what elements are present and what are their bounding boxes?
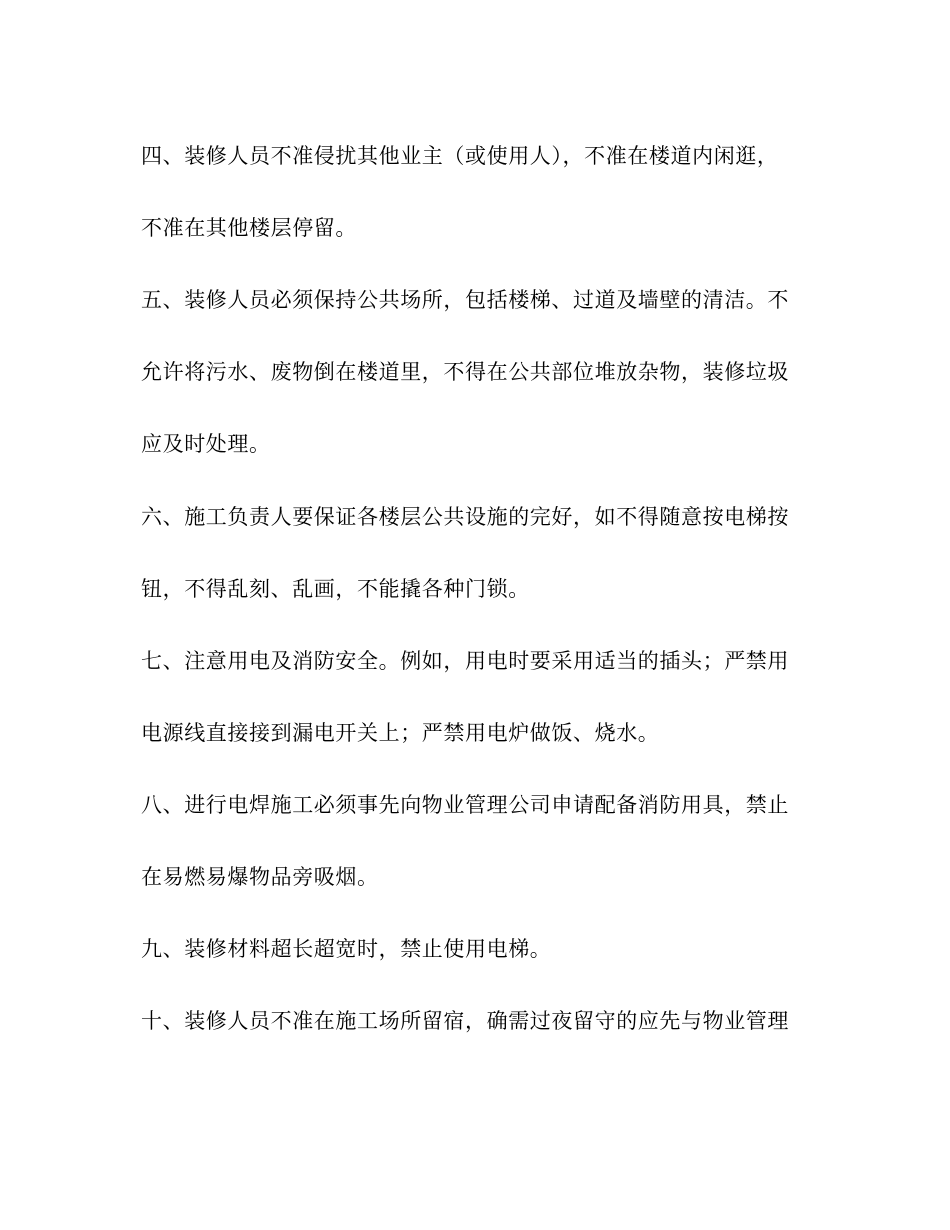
text-line-rule-5-part-1: 五、装修人员必须保持公共场所，包括楼梯、过道及墙壁的清洁。不	[141, 288, 789, 312]
text-line-rule-8-part-1: 八、进行电焊施工必须事先向物业管理公司申请配备消防用具，禁止	[141, 793, 789, 817]
text-line-rule-6-part-1: 六、施工负责人要保证各楼层公共设施的完好，如不得随意按电梯按	[141, 505, 789, 529]
text-line-rule-9: 九、装修材料超长超宽时，禁止使用电梯。	[141, 937, 552, 961]
text-line-rule-4-part-2: 不准在其他楼层停留。	[141, 216, 357, 240]
text-line-rule-6-part-2: 钮，不得乱刻、乱画，不能撬各种门锁。	[141, 577, 530, 601]
text-line-rule-10-part-1: 十、装修人员不准在施工场所留宿，确需过夜留守的应先与物业管理	[141, 1009, 789, 1033]
text-line-rule-7-part-2: 电源线直接接到漏电开关上；严禁用电炉做饭、烧水。	[141, 721, 660, 745]
text-line-rule-8-part-2: 在易燃易爆物品旁吸烟。	[141, 865, 379, 889]
text-line-rule-7-part-1: 七、注意用电及消防安全。例如，用电时要采用适当的插头；严禁用	[141, 649, 789, 673]
text-line-rule-4-part-1: 四、装修人员不准侵扰其他业主（或使用人），不准在楼道内闲逛，	[141, 144, 779, 168]
text-line-rule-5-part-3: 应及时处理。	[141, 432, 271, 456]
text-line-rule-5-part-2: 允许将污水、废物倒在楼道里，不得在公共部位堆放杂物，装修垃圾	[141, 360, 789, 384]
